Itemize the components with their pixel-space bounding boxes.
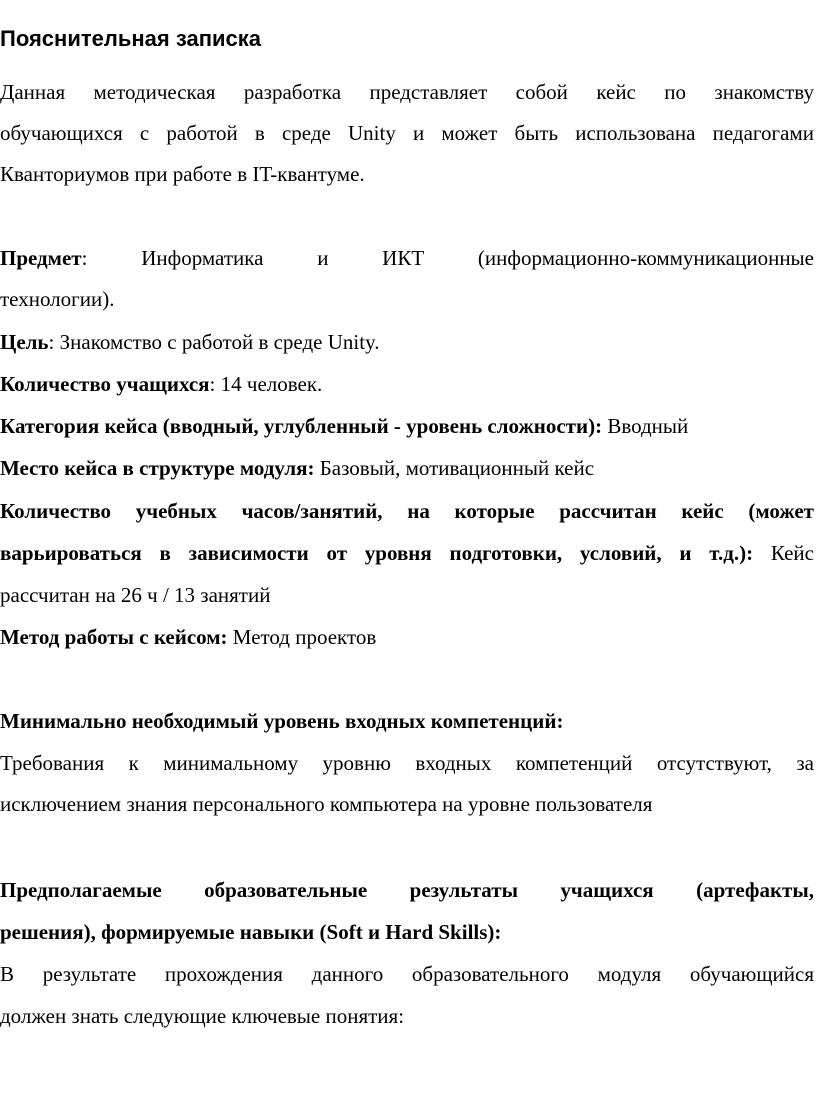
competencies-line-2: исключением знания персонального компьютера на уровне пользователя	[0, 792, 653, 816]
hours-value-2: Кейс	[753, 541, 814, 565]
method-value: Метод проектов	[227, 625, 377, 649]
results-heading-2	[0, 912, 501, 952]
intro-line-3: Кванториумов при работе в IT-квантуме.	[0, 162, 365, 186]
hours-label-1: Количество учебных часов/занятий, на которые рассчитан кейс (может	[0, 499, 814, 523]
goal-text: : Знакомство с работой в среде Unity.	[48, 330, 380, 354]
results-line-2: должен знать следующие ключевые понятия:	[0, 1004, 405, 1028]
students-text: : 14 человек.	[209, 372, 323, 396]
competencies-line-1: Требования к минимальному уровню входных компетенций отсутствуют, за	[0, 751, 814, 775]
category-value: Вводный	[602, 414, 689, 438]
intro-line-1: Данная методическая разработка представляет собой кейс по знакомству	[0, 80, 814, 104]
results-heading-1	[0, 870, 814, 910]
hours-label-2: варьироваться в зависимости от уровня подготовки, условий, и т.д.):	[0, 541, 754, 565]
place-line	[0, 448, 594, 488]
students-line	[0, 364, 322, 404]
subject-line-2: технологии).	[0, 287, 115, 311]
competencies-heading	[0, 701, 563, 741]
category-line	[0, 406, 688, 446]
subject-label: Предмет	[0, 246, 82, 270]
goal-line	[0, 322, 379, 362]
hours-line-2	[0, 533, 814, 573]
subject-line-1	[0, 238, 814, 278]
results-line-1: В результате прохождения данного образовательного модуля обучающийся	[0, 962, 814, 986]
results-heading-text-1: Предполагаемые образовательные результаты учащихся (артефакты,	[0, 878, 814, 902]
page-title: Пояснительная записка	[0, 26, 262, 51]
students-label: Количество учащихся	[0, 372, 210, 396]
place-value: Базовый, мотивационный кейс	[314, 456, 595, 480]
competencies-heading-text: Минимально необходимый уровень входных компетенций:	[0, 709, 564, 733]
hours-line-1	[0, 491, 814, 531]
results-heading-text-2: решения), формируемые навыки (Soft и Hard Skills):	[0, 920, 502, 944]
subject-text: : Информатика и ИКТ (информационно-коммуникационные	[81, 246, 814, 270]
method-line	[0, 617, 376, 657]
method-label: Метод работы с кейсом:	[0, 625, 228, 649]
intro-line-2: обучающихся с работой в среде Unity и может быть использована педагогами	[0, 121, 814, 145]
category-label: Категория кейса (вводный, углубленный - уровень сложности):	[0, 414, 603, 438]
goal-label: Цель	[0, 330, 49, 354]
place-label: Место кейса в структуре модуля:	[0, 456, 315, 480]
hours-line-3: рассчитан на 26 ч / 13 занятий	[0, 583, 271, 607]
